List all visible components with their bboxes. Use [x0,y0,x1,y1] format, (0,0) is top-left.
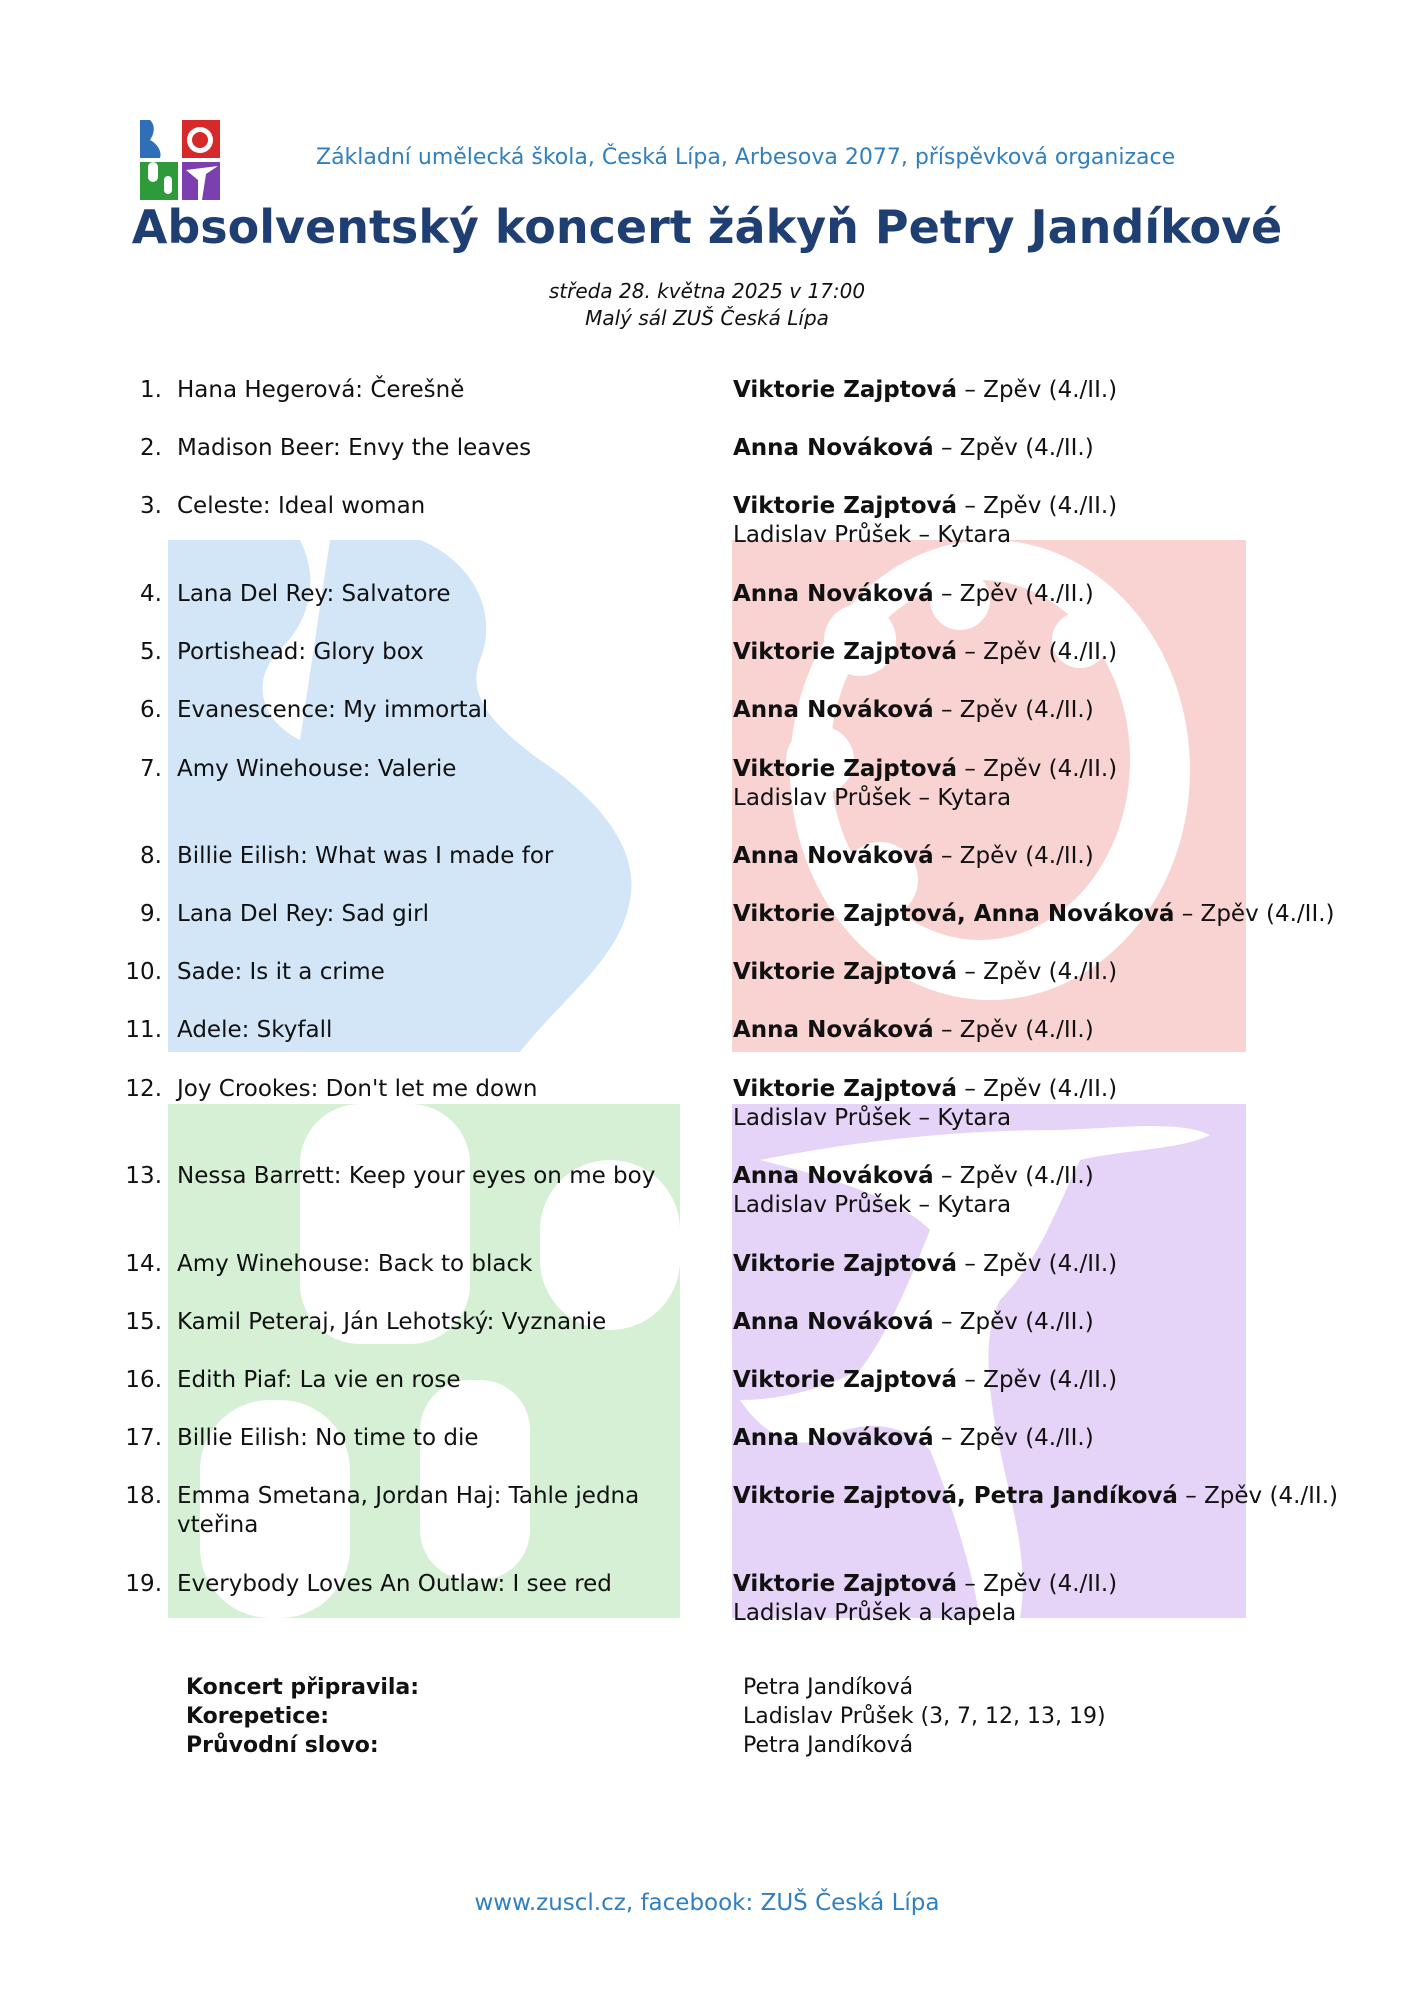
performer-name: Viktorie Zajptová [733,377,958,403]
performers [733,696,1393,725]
performer-role: – Zpěv (4./II.) [957,493,1118,519]
performer-name: Anna Nováková [733,697,934,723]
school-name: Základní umělecká škola, Česká Lípa, Arbesova 2077, příspěvková organizace [316,145,1176,170]
performers [733,1250,1393,1279]
performer-name: Anna Nováková [733,1309,934,1335]
performer-name: Anna Nováková [733,581,934,607]
performer-line [733,1104,1393,1133]
performer-line [733,1075,1393,1104]
song-title: Nessa Barrett: Keep your eyes on me boy [177,1163,656,1189]
performer-name: Viktorie Zajptová [733,1367,958,1393]
program-number: 5. [140,639,162,665]
performer-line [733,521,1393,550]
performer-role: – Zpěv (4./II.) [1174,901,1335,927]
performer-role: Ladislav Průšek – Kytara [733,1105,1012,1131]
performer-role: – Zpěv (4./II.) [957,1076,1118,1102]
performers [733,376,1393,405]
performers [733,1570,1393,1628]
performers [733,1482,1393,1511]
program-number: 12. [125,1076,162,1102]
performer-role: – Zpěv (4./II.) [957,639,1118,665]
performers [733,638,1393,667]
performer-line [733,1482,1393,1511]
song-title: Everybody Loves An Outlaw: I see red [177,1571,612,1597]
performer-role: Ladislav Průšek – Kytara [733,522,1012,548]
song-title: Edith Piaf: La vie en rose [177,1367,461,1393]
school-logo [140,120,222,200]
performer-name: Viktorie Zajptová [733,1571,958,1597]
credit-value: Petra Jandíková [743,1675,914,1700]
event-venue: Malý sál ZUŠ Česká Lípa [585,306,829,330]
performer-line [733,755,1393,784]
performer-role: Ladislav Průšek – Kytara [733,785,1012,811]
performer-name: Viktorie Zajptová, Anna Nováková [733,901,1175,927]
performer-role: – Zpěv (4./II.) [933,1163,1094,1189]
performer-name: Viktorie Zajptová, Petra Jandíková [733,1483,1178,1509]
program-number: 3. [140,493,162,519]
performers [733,1016,1393,1045]
performer-name: Viktorie Zajptová [733,756,958,782]
performer-line [733,434,1393,463]
program-number: 7. [140,756,162,782]
program-number: 2. [140,435,162,461]
performer-line [733,784,1393,813]
performer-line [733,1308,1393,1337]
performer-name: Viktorie Zajptová [733,959,958,985]
event-date: středa 28. května 2025 v 17:00 [548,279,866,303]
credit-value: Petra Jandíková [743,1733,914,1758]
program-number: 4. [140,581,162,607]
song-title: Hana Hegerová: Čerešně [177,377,465,403]
performer-name: Anna Nováková [733,843,934,869]
song-title: Adele: Skyfall [177,1017,333,1043]
program-number: 1. [140,377,162,403]
performer-role: Ladislav Průšek – Kytara [733,1192,1012,1218]
program-number: 17. [125,1425,162,1451]
performer-line [733,1191,1393,1220]
performer-role: – Zpěv (4./II.) [957,959,1118,985]
performers [733,1308,1393,1337]
program-number: 18. [125,1483,162,1509]
performer-line [733,1570,1393,1599]
performer-line [733,376,1393,405]
event-info [0,278,1414,332]
program-number: 11. [125,1017,162,1043]
performer-name: Viktorie Zajptová [733,1251,958,1277]
song-title: Amy Winehouse: Back to black [177,1251,533,1277]
program-number: 15. [125,1309,162,1335]
song-title: Lana Del Rey: Salvatore [177,581,451,607]
song-title: Kamil Peteraj, Ján Lehotský: Vyznanie [177,1309,607,1335]
song-title: Joy Crookes: Don't let me down [177,1076,538,1102]
performer-name: Anna Nováková [733,1163,934,1189]
performer-role: – Zpěv (4./II.) [957,1251,1118,1277]
performers [733,958,1393,987]
song-title: Sade: Is it a crime [177,959,385,985]
performer-line [733,580,1393,609]
performer-line [733,492,1393,521]
performer-role: Ladislav Průšek a kapela [733,1600,1017,1626]
song-title: Billie Eilish: What was I made for [177,843,554,869]
footer-links: www.zuscl.cz, facebook: ZUŠ Česká Lípa [474,1890,940,1916]
performer-line [733,638,1393,667]
performers [733,1075,1393,1133]
program-number: 14. [125,1251,162,1277]
program-number: 9. [140,901,162,927]
performer-role: – Zpěv (4./II.) [957,1571,1118,1597]
performers [733,580,1393,609]
performer-role: – Zpěv (4./II.) [957,377,1118,403]
performers [733,755,1393,813]
song-title: Celeste: Ideal woman [177,493,426,519]
song-title: Portishead: Glory box [177,639,424,665]
performer-name: Viktorie Zajptová [733,493,958,519]
performer-line [733,1599,1393,1628]
performer-name: Anna Nováková [733,1017,934,1043]
performers [733,434,1393,463]
program-number: 13. [125,1163,162,1189]
credit-label: Průvodní slovo: [186,1733,379,1758]
performer-role: – Zpěv (4./II.) [957,756,1118,782]
performer-line [733,842,1393,871]
performer-role: – Zpěv (4./II.) [933,1425,1094,1451]
song-title: Evanescence: My immortal [177,697,489,723]
performers [733,1366,1393,1395]
performer-line [733,1016,1393,1045]
performer-line [733,1366,1393,1395]
performers [733,842,1393,871]
performer-line [733,958,1393,987]
performer-line [733,900,1393,929]
program-number: 16. [125,1367,162,1393]
credit-label: Korepetice: [186,1704,330,1729]
song-title: Madison Beer: Envy the leaves [177,435,532,461]
program-number: 19. [125,1571,162,1597]
performer-name: Viktorie Zajptová [733,1076,958,1102]
performer-role: – Zpěv (4./II.) [933,581,1094,607]
program-number: 8. [140,843,162,869]
performer-role: – Zpěv (4./II.) [933,1017,1094,1043]
performers [733,492,1393,550]
performers [733,1162,1393,1220]
program-number: 10. [125,959,162,985]
program-number: 6. [140,697,162,723]
song-title: Billie Eilish: No time to die [177,1425,479,1451]
song-title: Lana Del Rey: Sad girl [177,901,429,927]
page-title: Absolventský koncert žákyň Petry Jandíkové [131,200,1283,254]
performer-role: – Zpěv (4./II.) [933,435,1094,461]
song-title: Amy Winehouse: Valerie [177,756,457,782]
performer-role: – Zpěv (4./II.) [933,1309,1094,1335]
performer-name: Anna Nováková [733,435,934,461]
performer-role: – Zpěv (4./II.) [933,843,1094,869]
song-title: Emma Smetana, Jordan Haj: Tahle jedna vteřina [177,1483,640,1538]
credit-label: Koncert připravila: [186,1675,420,1700]
performer-role: – Zpěv (4./II.) [957,1367,1118,1393]
performer-line [733,1424,1393,1453]
performer-line [733,1250,1393,1279]
credit-value: Ladislav Průšek (3, 7, 12, 13, 19) [743,1704,1106,1729]
performer-name: Anna Nováková [733,1425,934,1451]
performer-line [733,696,1393,725]
performers [733,900,1393,929]
performers [733,1424,1393,1453]
performer-role: – Zpěv (4./II.) [1177,1483,1338,1509]
performer-name: Viktorie Zajptová [733,639,958,665]
performer-role: – Zpěv (4./II.) [933,697,1094,723]
performer-line [733,1162,1393,1191]
